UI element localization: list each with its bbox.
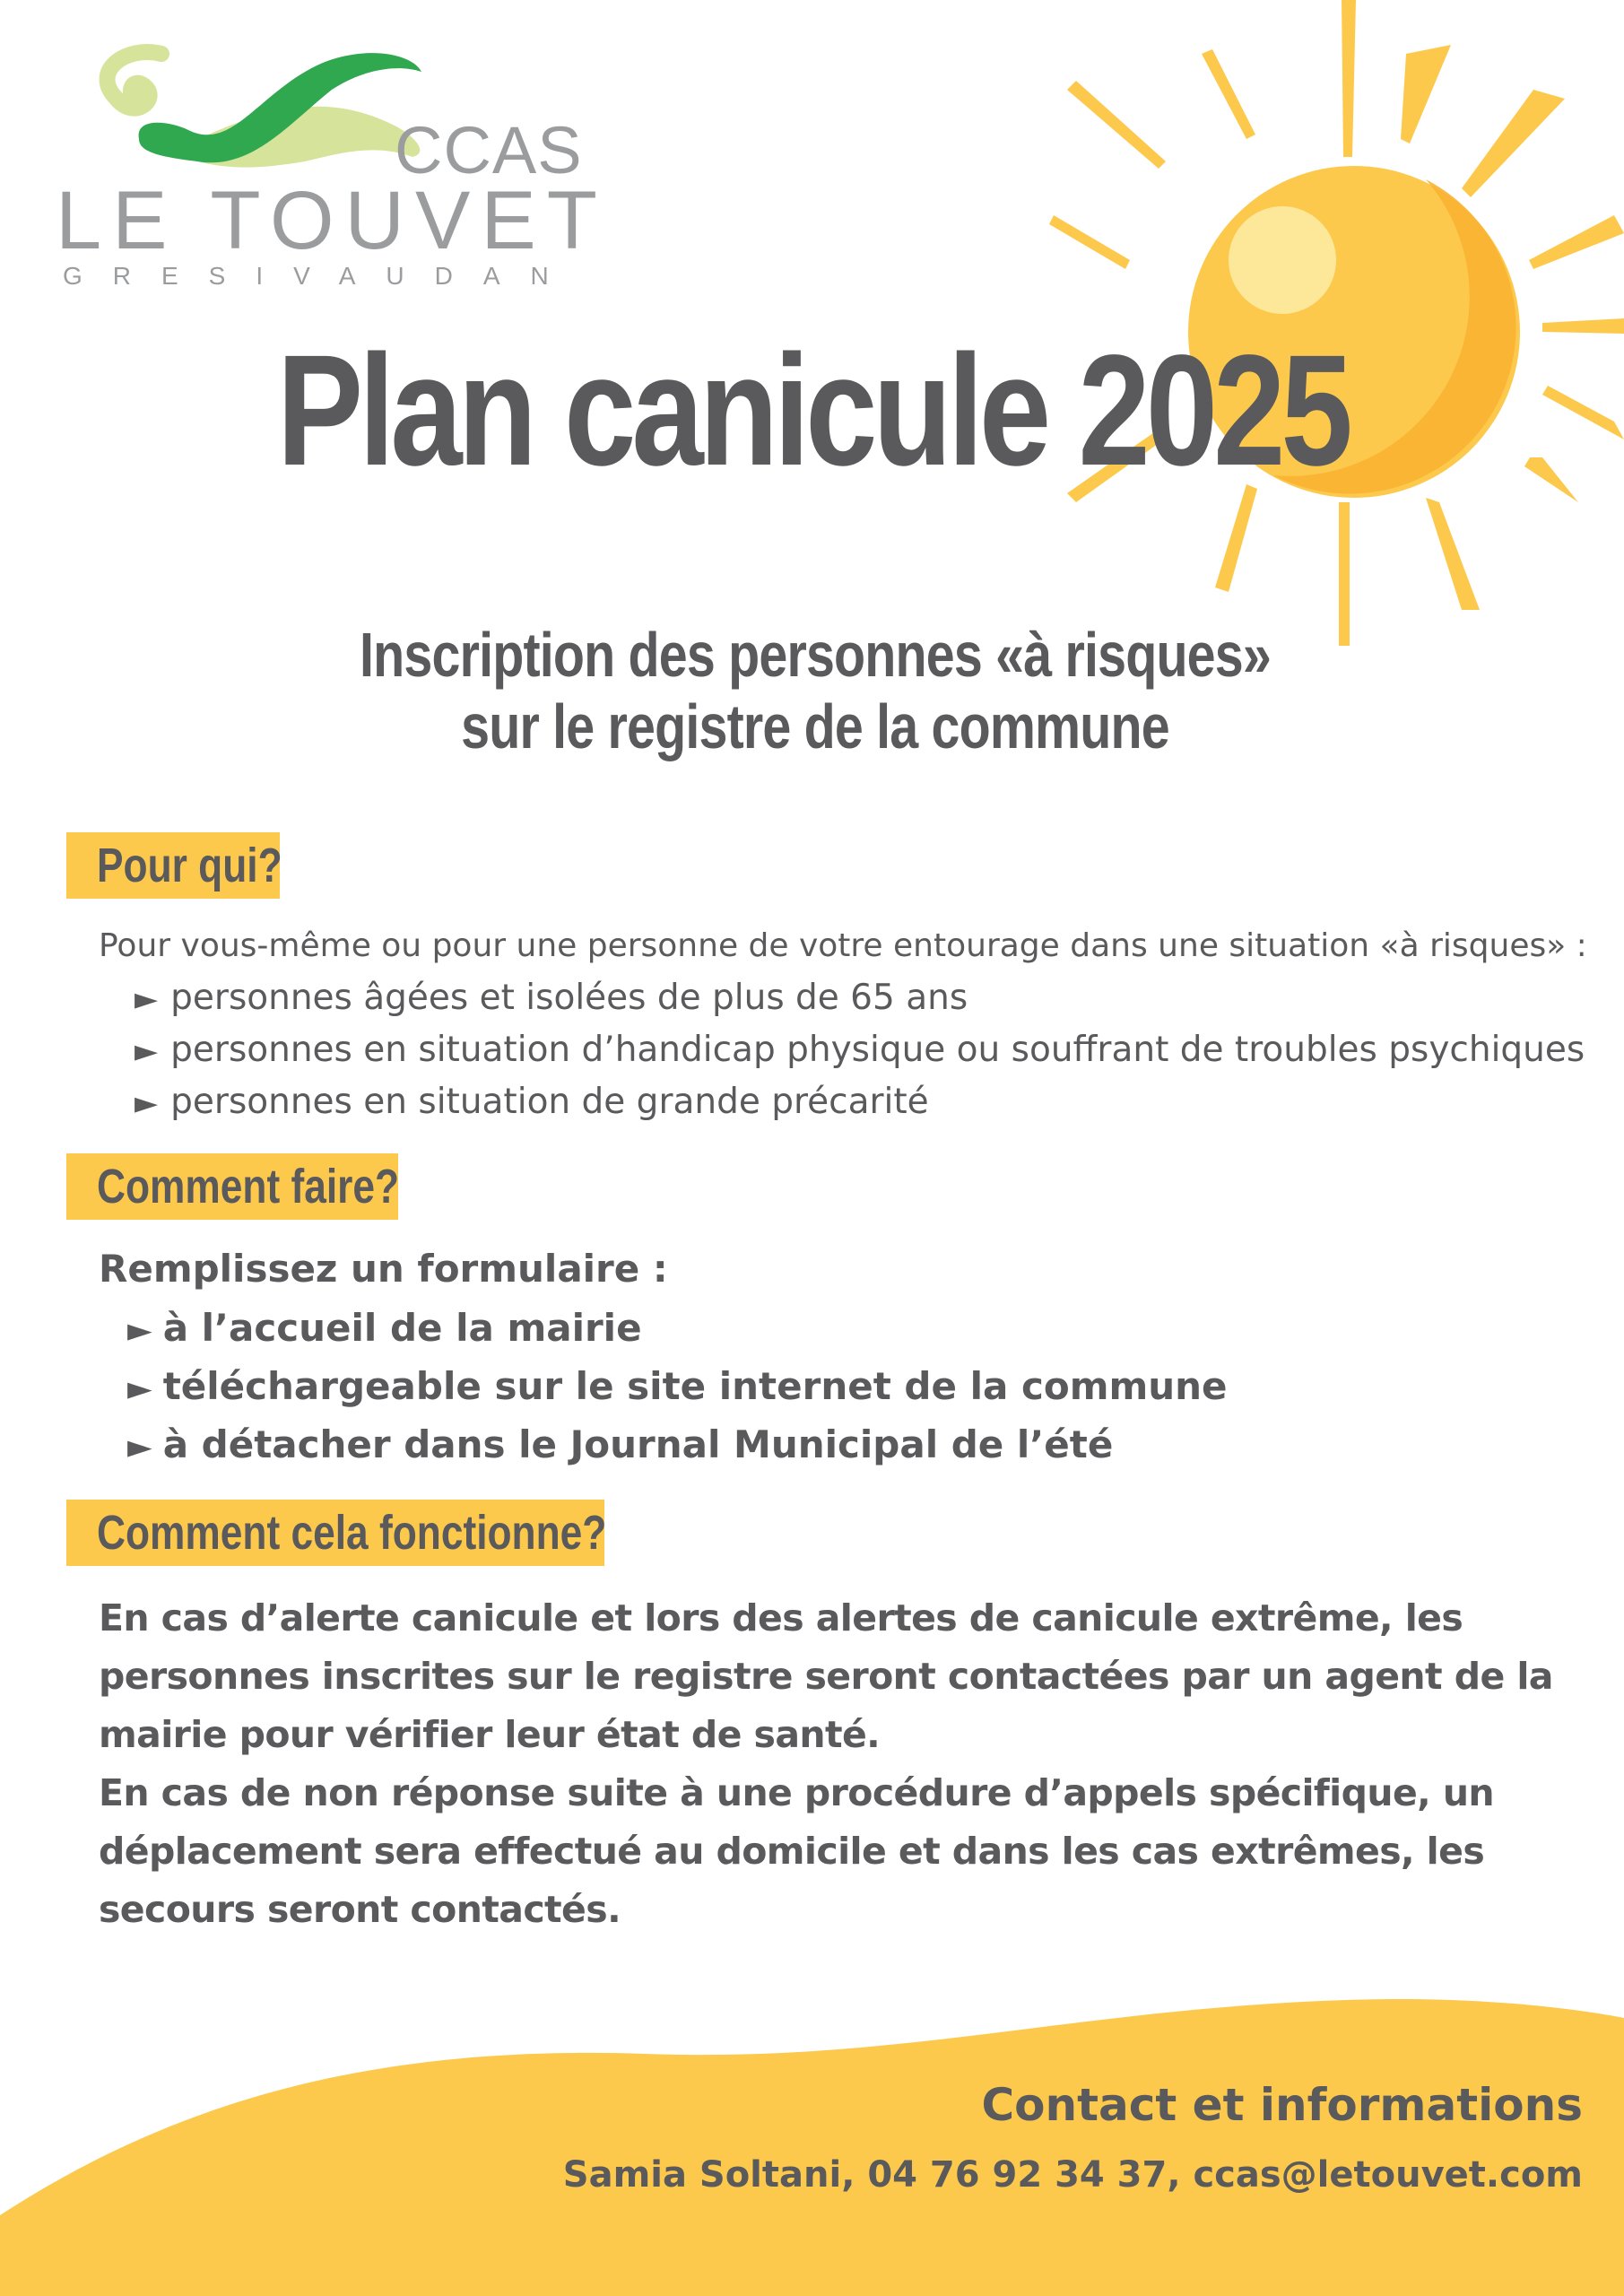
comment-faire-intro: Remplissez un formulaire : (99, 1247, 668, 1291)
section-heading-comment-faire-label: Comment faire? (97, 1160, 400, 1213)
list-item (127, 1422, 1113, 1466)
section-heading-pour-qui (66, 832, 280, 899)
bullet-arrow-icon: ► (135, 1033, 159, 1069)
list-item (127, 1364, 1228, 1408)
section-heading-fonctionnement-label: Comment cela fonctionne? (97, 1506, 607, 1560)
contact-title: Contact et informations (981, 2079, 1583, 2131)
fonctionnement-paragraph-1: En cas d’alerte canicule et lors des alertes de canicule extrême, les personnes inscrites sur le registre seront contactées par un agent de la mairie pour vérifier leur état de santé. (99, 1596, 1553, 1756)
list-item (135, 1030, 1585, 1070)
list-item-text: à l’accueil de la mairie (162, 1306, 642, 1350)
list-item (135, 1082, 929, 1122)
page-title: Plan canicule 2025 (276, 323, 1349, 499)
contact-info: Samia Soltani, 04 76 92 34 37, ccas@letouvet.com (562, 2154, 1583, 2196)
pour-qui-intro: Pour vous-même ou pour une personne de votre entourage dans une situation «à risques» : (99, 927, 1587, 964)
logo-sub-text: GRESIVAUDAN (63, 262, 579, 290)
fonctionnement-text (99, 1589, 1569, 1939)
bullet-arrow-icon: ► (135, 981, 159, 1017)
bullet-arrow-icon: ► (127, 1312, 152, 1349)
section-heading-comment-faire (66, 1153, 398, 1220)
list-item-text: personnes en situation de grande précarité (170, 1082, 929, 1122)
list-item (127, 1306, 642, 1350)
section-heading-fonctionnement (66, 1500, 607, 1566)
list-item (135, 978, 968, 1018)
subtitle-line-2: sur le registre de la commune (461, 691, 1169, 761)
bullet-arrow-icon: ► (127, 1429, 152, 1465)
section-heading-pour-qui-label: Pour qui? (97, 839, 282, 892)
logo-ccas-text: CCAS (395, 113, 583, 187)
list-item-text: personnes en situation d’handicap physique ou souffrant de troubles psychiques (170, 1030, 1585, 1070)
list-item-text: à détacher dans le Journal Municipal de l’été (162, 1422, 1114, 1466)
page-subtitle (150, 619, 1481, 762)
list-item-text: personnes âgées et isolées de plus de 65 ans (170, 978, 968, 1018)
fonctionnement-paragraph-2: En cas de non réponse suite à une procédure d’appels spécifique, un déplacement sera effectué au domicile et dans les cas extrêmes, les secours seront contactés. (99, 1771, 1494, 1931)
logo-name-text: LE TOUVET (56, 175, 608, 266)
list-item-text: téléchargeable sur le site internet de la commune (162, 1364, 1228, 1408)
subtitle-line-1: Inscription des personnes «à risques» (360, 620, 1271, 690)
footer-wave (0, 1991, 1624, 2296)
bullet-arrow-icon: ► (135, 1085, 159, 1121)
bullet-arrow-icon: ► (127, 1370, 152, 1407)
